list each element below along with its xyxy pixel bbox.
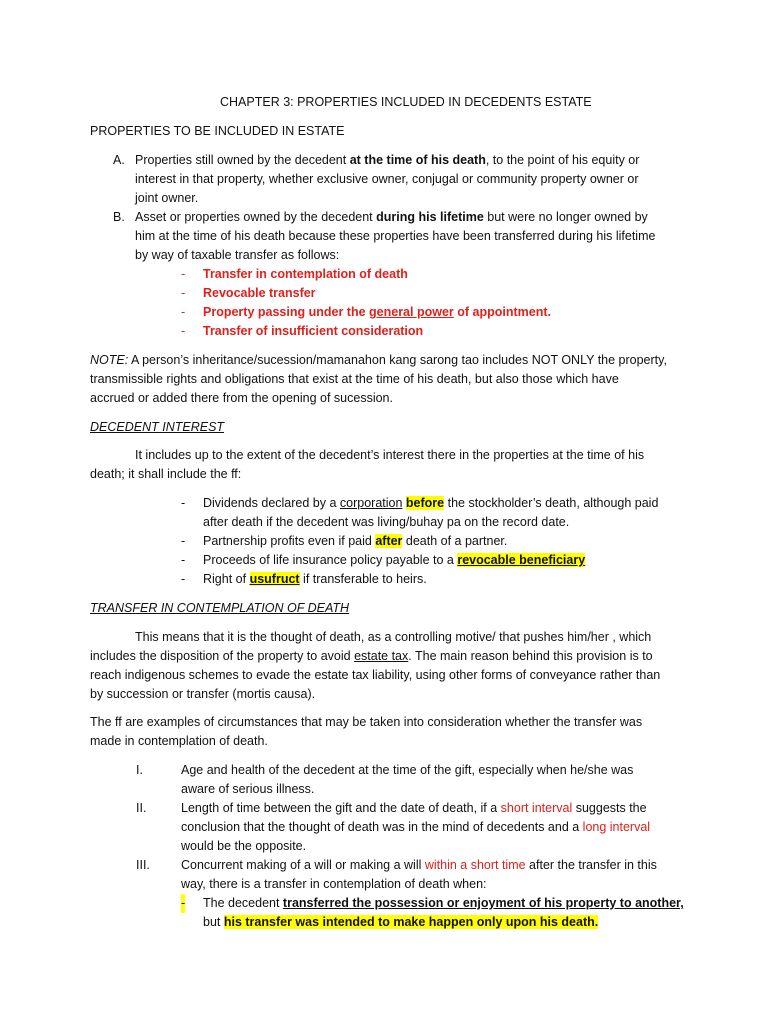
circumstance-3-line2: way, there is a transfer in contemplation of death when: (181, 877, 487, 891)
red-text: short interval (500, 801, 573, 815)
item-b-line2: him at the time of his death because these properties have been transferred during his lifetime (135, 229, 656, 243)
sub-item-line1 (203, 894, 684, 913)
bold-text: at the time of his death (349, 153, 486, 167)
transfer-para-line4: by succession or transfer (mortis causa). (90, 687, 316, 701)
circumstance-1-line2: aware of serious illness. (181, 782, 315, 796)
red-text: within a short time (424, 858, 526, 872)
circumstance-2-line2 (181, 818, 650, 837)
text: . The main reason behind this provision is to (408, 649, 653, 663)
decedent-item-3 (203, 551, 585, 570)
highlighted-text: before (405, 496, 445, 510)
dash: - (181, 553, 186, 567)
text: The decedent (203, 896, 283, 910)
circumstance-2-line1 (181, 799, 647, 818)
transfer-para-line1: This means that it is the thought of death, as a controlling motive/ that pushes him/her , which (135, 630, 652, 644)
text: Asset or properties owned by the decedent (135, 210, 377, 224)
transfer-item-2: Revocable transfer (203, 286, 316, 300)
section-heading-transfer: TRANSFER IN CONTEMPLATION OF DEATH (90, 601, 350, 615)
section-heading-properties: PROPERTIES TO BE INCLUDED IN ESTATE (90, 124, 345, 138)
note-line3: accrued or added there from the opening of sucession. (90, 391, 393, 405)
highlighted-text: revocable beneficiary (457, 553, 586, 567)
circumstance-3-line1 (181, 856, 657, 875)
transfer-para-line2 (90, 647, 653, 666)
highlighted-text: usufruct (249, 572, 300, 586)
dash: - (181, 267, 186, 281)
list-marker-b: B. (113, 210, 125, 224)
text: suggests the (572, 801, 647, 815)
text: the stockholder’s death, although paid (444, 496, 659, 510)
dash: - (181, 894, 185, 913)
text: of appointment. (453, 305, 551, 319)
text: conclusion that the thought of death was in the mind of decedents and a (181, 820, 583, 834)
item-a-line3: joint owner. (135, 191, 199, 205)
decedent-para-line2: death; it shall include the ff: (90, 467, 242, 481)
text: death of a partner. (402, 534, 508, 548)
circumstance-1-line1: Age and health of the decedent at the time of the gift, especially when he/she was (181, 763, 634, 777)
text: but were no longer owned by (483, 210, 648, 224)
text: Length of time between the gift and the date of death, if a (181, 801, 501, 815)
underlined-text: corporation (339, 496, 403, 510)
roman-marker-1: I. (136, 763, 143, 777)
decedent-item-1-line1 (203, 494, 658, 513)
underlined-text: estate tax (354, 649, 409, 663)
sub-item-line2 (203, 913, 598, 932)
highlighted-text: his transfer was intended to make happen only upon his death. (223, 915, 599, 929)
red-text: long interval (582, 820, 651, 834)
circumstance-2-line3: would be the opposite. (181, 839, 307, 853)
note-line2: transmissible rights and obligations that exist at the time of his death, but also those which have (90, 372, 619, 386)
text: Right of (203, 572, 250, 586)
text: includes the disposition of the property to avoid (90, 649, 355, 663)
text: Property passing under the (203, 305, 370, 319)
highlighted-text: after (375, 534, 403, 548)
text: Proceeds of life insurance policy payable to a (203, 553, 458, 567)
circumstances-line2: made in contemplation of death. (90, 734, 268, 748)
dash: - (181, 286, 186, 300)
text: A person’s inheritance/sucession/mamanahon kang sarong tao includes NOT ONLY the property, (128, 353, 667, 367)
dash: - (181, 572, 186, 586)
underlined-bold-text: transferred the possession or enjoyment of his property to another, (282, 896, 684, 910)
text: Partnership profits even if paid (203, 534, 376, 548)
dash: - (181, 305, 186, 319)
decedent-para-line1: It includes up to the extent of the decedent’s interest there in the properties at the time of his (135, 448, 645, 462)
dash: - (181, 324, 186, 338)
roman-marker-2: II. (136, 801, 147, 815)
text: if transferable to heirs. (299, 572, 427, 586)
item-b-line3: by way of taxable transfer as follows: (135, 248, 340, 262)
text: after the transfer in this (525, 858, 657, 872)
transfer-item-4: Transfer of insufficient consideration (203, 324, 424, 338)
bold-text: during his lifetime (376, 210, 484, 224)
dash: - (181, 496, 186, 510)
section-heading-decedent-interest: DECEDENT INTEREST (90, 420, 225, 434)
decedent-item-4 (203, 570, 427, 589)
dash: - (181, 534, 186, 548)
text: Properties still owned by the decedent (135, 153, 350, 167)
decedent-item-2 (203, 532, 507, 551)
text: , to the point of his equity or (485, 153, 640, 167)
item-a-line1 (135, 151, 639, 170)
transfer-item-1: Transfer in contemplation of death (203, 267, 408, 281)
note-line1 (90, 351, 667, 370)
text: Concurrent making of a will or making a will (181, 858, 425, 872)
circumstances-line1: The ff are examples of circumstances that may be taken into consideration whether the transfer was (90, 715, 643, 729)
transfer-para-line3: reach indigenous schemes to evade the estate tax liability, using other forms of conveyance rather than (90, 668, 661, 682)
roman-marker-3: III. (136, 858, 150, 872)
chapter-title: CHAPTER 3: PROPERTIES INCLUDED IN DECEDENTS ESTATE (220, 95, 592, 109)
note-label: NOTE: (90, 353, 129, 367)
decedent-item-1-line2: after death if the decedent was living/buhay pa on the record date. (203, 515, 570, 529)
underlined-text: general power (369, 305, 454, 319)
item-a-line2: interest in that property, whether exclusive owner, conjugal or community property owner or (135, 172, 639, 186)
transfer-item-3 (203, 303, 551, 322)
text: but (203, 915, 224, 929)
item-b-line1 (135, 208, 648, 227)
text: Dividends declared by a (203, 496, 340, 510)
list-marker-a: A. (113, 153, 125, 167)
